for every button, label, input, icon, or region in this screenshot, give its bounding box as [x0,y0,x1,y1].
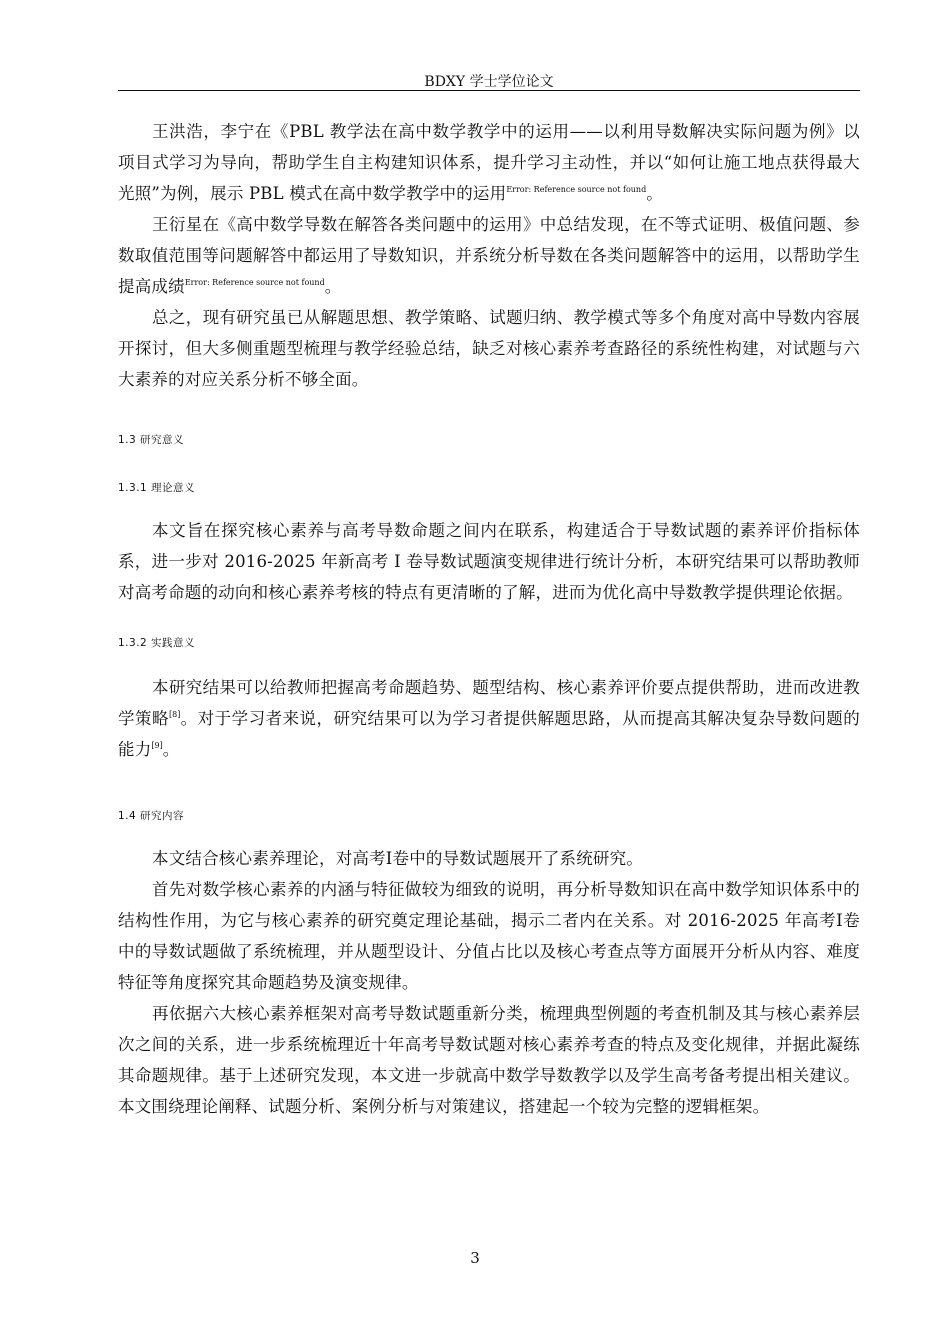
paragraph-end: 。 [646,184,663,203]
section-heading-1-3: 1.3 研究意义 [118,434,185,446]
paragraph-theoretical-significance: 本文旨在探究核心素养与高考导数命题之间内在联系，构建适合于导数试题的素养评价指标体系，进一步对 2016-2025 年新高考 I 卷导数试题演变规律进行统计分析，本研究结果可以帮助教师对高考命题的动向和核心素养考核的特点有更清晰的了解，进而为优化高中导数教学提供理论依据。 [118,521,860,602]
paragraph-end: 。 [324,277,342,296]
page-body [118,116,860,1122]
reference-error-citation: Error: Reference source not found [184,278,325,287]
paragraph-summary: 总之，现有研究虽已从解题思想、教学策略、试题归纳、教学模式等多个角度对高中导数内容展开探讨，但大多侧重题型梳理与教学经验总结，缺乏对核心素养考查路径的系统性构建，对试题与六大素养的对应关系分析不够全面。 [118,308,860,389]
paragraph-literature-wang [118,209,860,302]
paragraph-text: 本研究结果可以给教师把握高考命题趋势、题型结构、核心素养评价要点提供帮助，进而改进教学策略 [118,678,860,728]
citation-9: [9] [151,741,163,750]
subsection-heading-1-3-1: 1.3.1 理论意义 [118,482,196,494]
paragraph-content-first: 首先对数学核心素养的内涵与特征做较为细致的说明，再分析导数知识在高中数学知识体系中的结构性作用，为它与核心素养的研究奠定理论基础，揭示二者内在关系。对 2016-2025 年高考Ⅰ卷中的导数试题做了系统梳理，并从题型设计、分值占比以及核心考查点等方面展开分析从内容、难度特征等角度探究其命题趋势及演变规律。 [118,880,860,992]
paragraph-end: 。 [162,740,180,759]
header-rule [118,90,860,91]
citation-8: [8] [168,710,181,719]
paragraph-content-second: 再依据六大核心素养框架对高考导数试题重新分类，梳理典型例题的考查机制及其与核心素养层次之间的关系，进一步系统梳理近十年高考导数试题对核心素养考查的特点及变化规律，并据此凝练其命题规律。基于上述研究发现，本文进一步就高中数学导数教学以及学生高考备考提出相关建议。本文围绕理论阐释、试题分析、案例分析与对策建议，搭建起一个较为完整的逻辑框架。 [118,1004,860,1116]
paragraph-literature-pbl [118,116,860,209]
paragraph-text: 。对于学习者来说，研究结果可以为学习者提供解题思路，从而提高其解决复杂导数问题的能力 [118,709,860,759]
page-number: 3 [470,1249,480,1267]
reference-error-citation: Error: Reference source not found [506,185,647,194]
section-heading-1-4: 1.4 研究内容 [118,810,185,822]
paragraph-text: 王洪浩，李宁在《PBL 教学法在高中数学教学中的运用——以利用导数解决实际问题为例》以项目式学习为导向，帮助学生自主构建知识体系，提升学习主动性，并以“如何让施工地点获得最大光照”为例，展示 PBL 模式在高中数学教学中的运用 [118,122,860,203]
paragraph-text: 王衍星在《高中数学导数在解答各类问题中的运用》中总结发现，在不等式证明、极值问题、参数取值范围等问题解答中都运用了导数知识，并系统分析导数在各类问题解答中的运用，以帮助学生提高成绩 [118,215,860,296]
subsection-heading-1-3-2: 1.3.2 实践意义 [118,637,196,649]
running-header: BDXY 学士学位论文 [424,74,554,90]
paragraph-practical-significance [118,672,860,765]
paragraph-content-intro: 本文结合核心素养理论，对高考Ⅰ卷中的导数试题展开了系统研究。 [152,849,644,868]
